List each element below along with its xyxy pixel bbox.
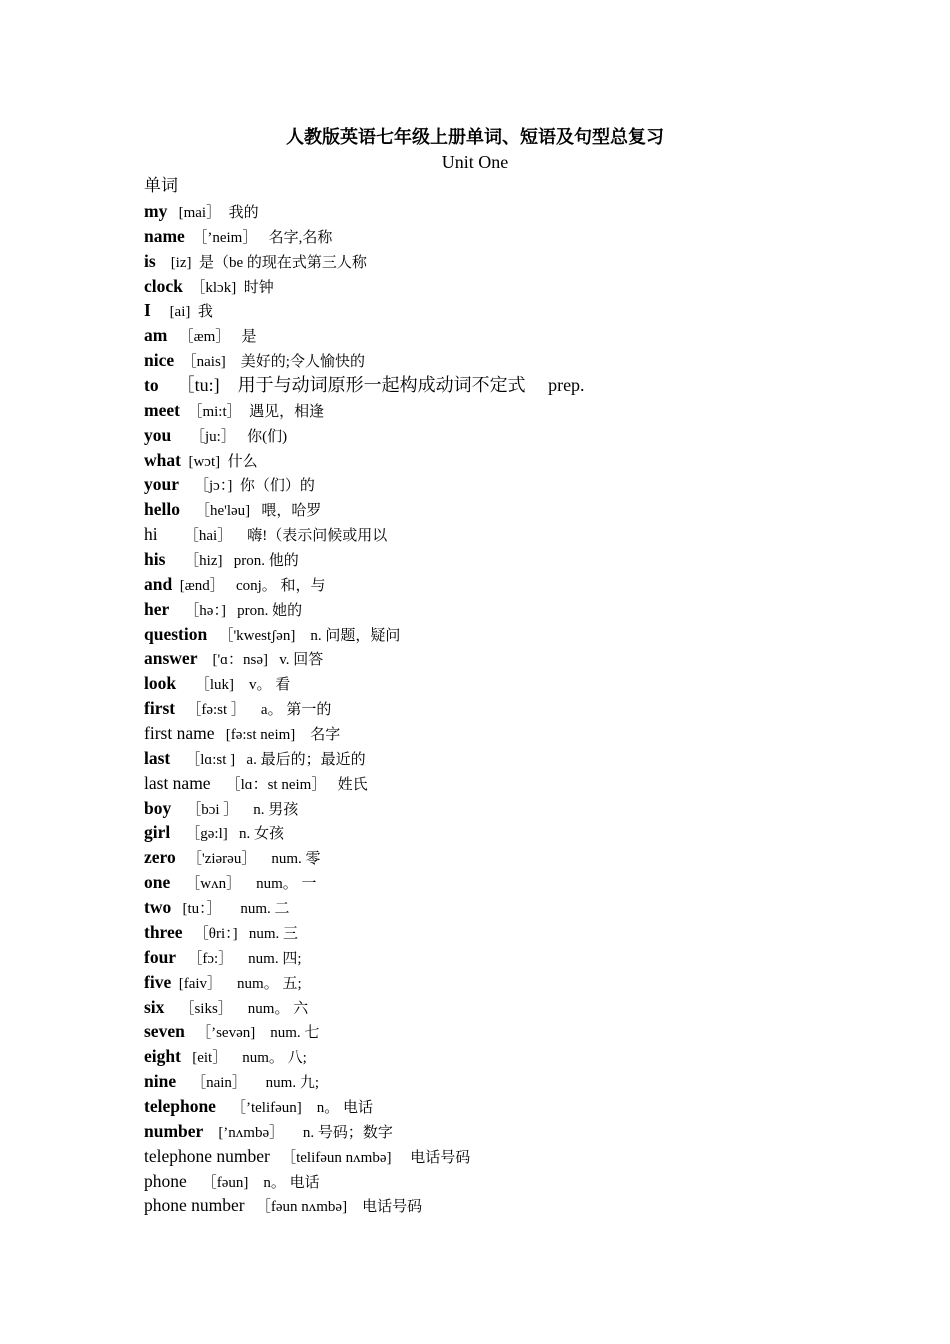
vocab-word: three: [144, 921, 183, 942]
vocab-word: five: [144, 971, 172, 992]
vocab-definition: [wɔt] 什么: [180, 453, 258, 470]
vocab-word: is: [144, 250, 156, 271]
vocab-entry: [144, 1169, 844, 1194]
vocab-definition: ［fəun nʌmbə] 电话号码: [244, 1199, 423, 1216]
vocab-entry: [144, 671, 844, 696]
vocab-word: telephone number: [144, 1145, 270, 1166]
vocab-entry: [144, 1094, 844, 1119]
vocab-entry: [144, 274, 844, 299]
vocab-entry: [144, 423, 844, 448]
vocab-word: his: [144, 549, 166, 570]
vocab-entry: [144, 995, 844, 1020]
vocab-definition: [mai］ 我的: [167, 205, 259, 221]
vocab-entry: [144, 622, 844, 647]
vocabulary-list: [144, 199, 844, 1218]
vocab-entry: [144, 721, 844, 746]
vocab-word: four: [144, 946, 177, 967]
vocab-definition: ［klɔk] 时钟: [182, 279, 274, 296]
vocab-word: last name: [144, 772, 211, 793]
vocab-definition: ［fɔ:］ num. 四;: [176, 950, 302, 967]
vocab-entry: [144, 547, 844, 572]
vocab-definition: [faiv］ num。 五;: [171, 975, 302, 992]
vocab-entry: [144, 1019, 844, 1044]
vocab-definition: ［’sevən] num. 七: [184, 1025, 320, 1042]
vocab-entry: [144, 323, 844, 348]
vocab-definition: ［hiz] pron. 他的: [165, 553, 299, 570]
vocab-word: look: [144, 673, 177, 694]
vocab-word: her: [144, 598, 170, 619]
vocab-definition: ［nain］ num. 九;: [176, 1075, 320, 1092]
vocab-definition: [fə:st neim] 名字: [214, 727, 341, 744]
vocab-word: zero: [144, 847, 176, 868]
vocab-definition: [ænd］ conj。 和，与: [172, 577, 326, 594]
vocab-word: I: [144, 300, 151, 321]
vocab-word: boy: [144, 797, 172, 818]
vocab-definition: [ai] 我: [150, 304, 213, 321]
vocab-word: and: [144, 573, 173, 594]
vocab-entry: [144, 199, 844, 224]
vocab-entry: [144, 1119, 844, 1144]
vocab-entry: [144, 224, 844, 249]
vocab-entry: [144, 249, 844, 274]
vocab-entry: [144, 696, 844, 721]
vocab-entry: [144, 1193, 844, 1218]
vocab-word: one: [144, 872, 171, 893]
vocab-word: eight: [144, 1046, 181, 1067]
vocab-word: phone number: [144, 1195, 245, 1216]
vocab-word: girl: [144, 822, 171, 843]
unit-heading: Unit One: [441, 152, 509, 172]
vocab-entry: [144, 597, 844, 622]
vocab-definition: ［lɑ:st ] a. 最后的；最近的: [170, 751, 366, 768]
vocab-entry: [144, 522, 844, 547]
vocab-word: you: [144, 424, 172, 445]
vocab-entry: [144, 373, 844, 398]
vocab-word: question: [144, 623, 208, 644]
vocab-word: number: [144, 1120, 204, 1141]
vocab-entry: [144, 870, 844, 895]
vocab-entry: [144, 472, 844, 497]
vocab-definition: [eit］ num。 八;: [180, 1050, 307, 1067]
vocab-definition: ［lɑ：st neim］ 姓氏: [210, 776, 368, 793]
vocab-entry: [144, 820, 844, 845]
vocab-definition: ［’neim］ 名字,名称: [184, 229, 333, 246]
vocab-definition: ［telifəun nʌmbə] 电话号码: [269, 1149, 471, 1166]
vocab-word: telephone: [144, 1095, 216, 1116]
vocab-word: my: [144, 201, 168, 221]
vocab-word: nine: [144, 1071, 177, 1092]
vocab-entry: [144, 1044, 844, 1069]
vocab-entry: [144, 572, 844, 597]
vocab-definition: ［nais] 美好的;令人愉快的: [174, 354, 365, 371]
vocab-definition: ［fə:st ］ a。 第一的: [175, 702, 332, 719]
vocab-entry: [144, 970, 844, 995]
vocab-definition: ［siks］ num。 六: [164, 1000, 309, 1017]
vocab-entry: [144, 796, 844, 821]
vocab-entry: [144, 646, 844, 671]
vocab-word: seven: [144, 1021, 185, 1042]
section-label: 单词: [144, 176, 178, 195]
vocab-word: last: [144, 747, 171, 768]
vocab-word: your: [144, 474, 179, 495]
vocab-definition: ［’telifəun] n。 电话: [215, 1099, 374, 1116]
vocab-entry: [144, 771, 844, 796]
vocab-word: hi: [144, 524, 158, 545]
vocab-definition: ［θri：] num. 三: [182, 925, 299, 942]
vocab-definition: ［jɔ：] 你（们）的: [179, 478, 315, 495]
vocab-definition: ［'kwestʃən] n. 问题，疑问: [207, 627, 401, 644]
vocab-word: what: [144, 449, 181, 470]
vocab-definition: ［he'ləu] 喂，哈罗: [179, 503, 322, 520]
vocab-definition: [tu：］ num. 二: [171, 901, 290, 918]
vocab-definition: ['ɑ：nsə] v. 回答: [197, 652, 324, 669]
vocab-word: am: [144, 325, 168, 346]
vocab-definition: ［bɔi ］ n. 男孩: [171, 801, 299, 818]
vocab-word: first: [144, 698, 176, 719]
vocab-entry: [144, 497, 844, 522]
vocab-entry: [144, 746, 844, 771]
vocab-word: clock: [144, 275, 183, 296]
vocab-word: name: [144, 225, 185, 246]
vocab-entry: [144, 1069, 844, 1094]
vocab-definition: ［tu:] 用于与动词原形一起构成动词不定式 prep.: [158, 375, 585, 396]
vocab-definition: ［hə：] pron. 她的: [169, 602, 303, 619]
vocab-word: first name: [144, 723, 215, 744]
vocab-word: answer: [144, 648, 198, 669]
vocab-definition: [’nʌmbə］ n. 号码；数字: [203, 1124, 393, 1141]
vocab-entry: [144, 945, 844, 970]
vocab-definition: ［ju:］ 你(们): [171, 428, 288, 445]
vocab-entry: [144, 920, 844, 945]
vocab-definition: ［'ziərəu］ num. 零: [175, 851, 321, 868]
vocab-word: hello: [144, 499, 180, 520]
vocab-word: phone: [144, 1170, 187, 1191]
vocab-definition: ［æm］ 是: [167, 329, 257, 346]
document-title: 人教版英语七年级上册单词、短语及句型总复习: [286, 127, 664, 147]
vocab-definition: ［luk] v。 看: [176, 677, 291, 694]
vocab-entry: [144, 845, 844, 870]
vocab-word: nice: [144, 350, 175, 371]
vocab-entry: [144, 298, 844, 323]
vocab-definition: ［mi:t］ 遇见，相逢: [179, 403, 325, 420]
vocab-entry: [144, 895, 844, 920]
vocab-word: two: [144, 897, 172, 918]
vocab-definition: ［fəun] n。 电话: [186, 1174, 320, 1191]
vocab-entry: [144, 448, 844, 473]
vocab-entry: [144, 398, 844, 423]
vocab-entry: [144, 1144, 844, 1169]
vocab-definition: ［hai］ 嗨!（表示问候或用以: [157, 528, 388, 545]
vocab-definition: ［wʌn］ num。 一: [170, 876, 317, 893]
vocab-word: six: [144, 996, 165, 1017]
vocab-word: meet: [144, 399, 180, 420]
vocab-word: to: [144, 375, 159, 396]
vocab-entry: [144, 348, 844, 373]
vocab-definition: [iz] 是（be 的现在式第三人称: [155, 254, 367, 271]
vocab-definition: ［gə:l] n. 女孩: [170, 826, 284, 843]
